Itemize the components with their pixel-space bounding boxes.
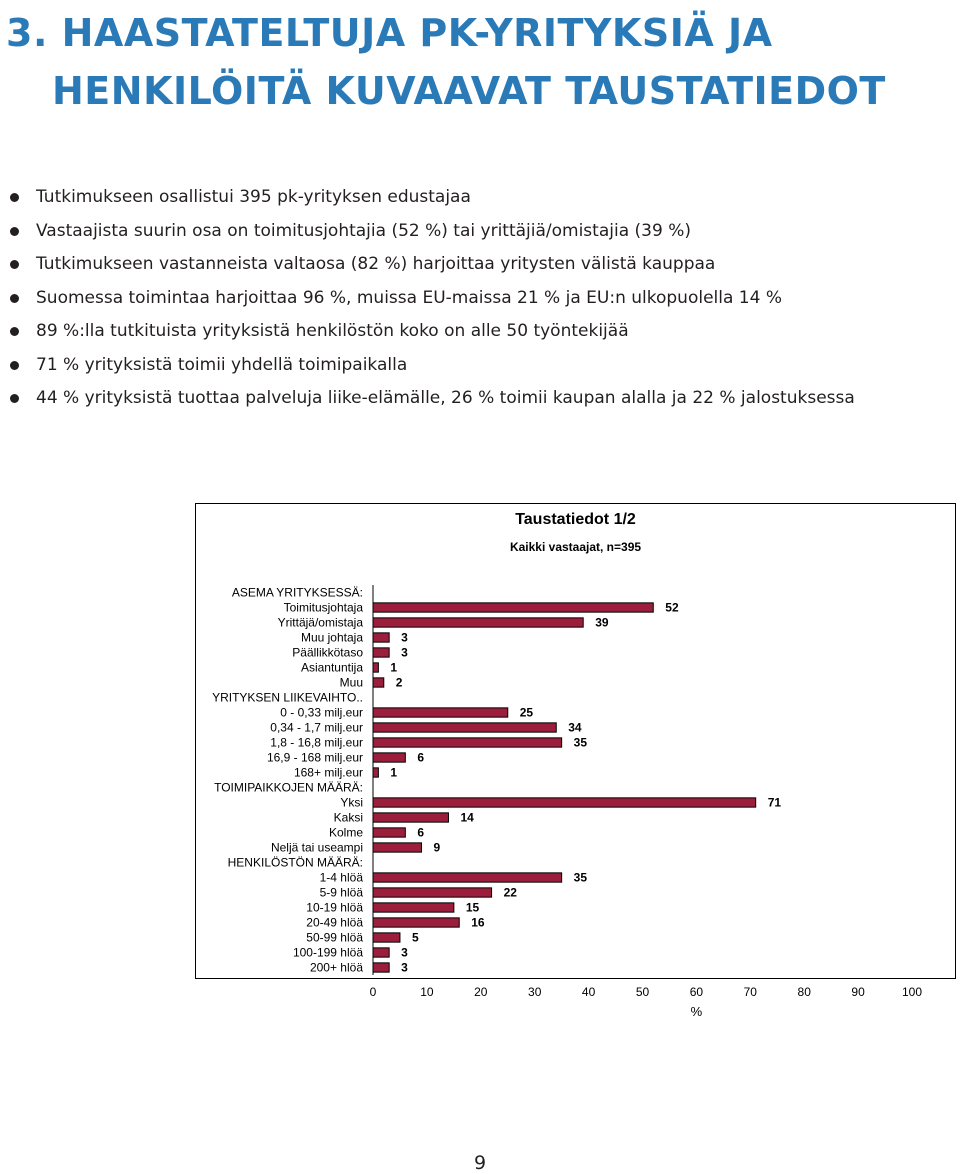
category-label: 5-9 hlöä: [319, 885, 363, 900]
data-label: 35: [573, 735, 588, 750]
category-label: 50-99 hlöä: [306, 930, 363, 945]
data-label: 3: [401, 645, 408, 660]
category-label: Päällikkötaso: [292, 645, 363, 660]
bar: [373, 948, 389, 957]
category-label: Yksi: [340, 795, 363, 810]
category-label: Toimitusjohtaja: [283, 600, 363, 615]
category-label: 200+ hlöä: [309, 960, 363, 975]
x-tick-label: 90: [851, 985, 865, 999]
data-label: 6: [417, 750, 425, 765]
data-label: 3: [401, 945, 408, 960]
bar: [373, 903, 454, 912]
category-label: 16,9 - 168 milj.eur: [266, 750, 363, 765]
bullet-item: Tutkimukseen vastanneista valtaosa (82 %) harjoittaa yritysten välistä kauppaa: [0, 248, 855, 282]
data-label: 9: [433, 840, 441, 855]
bullet-item: 44 % yrityksistä tuottaa palveluja liike-elämälle, 26 % toimii kaupan alalla ja 22 % jalostuksessa: [0, 382, 855, 416]
bar: [373, 678, 384, 687]
bar: [373, 708, 508, 717]
data-label: 52: [665, 600, 679, 615]
data-label: 5: [411, 930, 419, 945]
bar: [373, 618, 583, 627]
page-title-line-2: HENKILÖITÄ KUVAAVAT TAUSTATIEDOT: [52, 69, 886, 113]
x-tick-label: 50: [635, 985, 650, 999]
bar: [373, 603, 653, 612]
data-label: 15: [465, 900, 480, 915]
bar: [373, 828, 405, 837]
page-title-line-1: 3. HAASTATELTUJA PK-YRITYKSIÄ JA: [6, 11, 773, 55]
category-label: 100-199 hlöä: [292, 945, 363, 960]
data-label: 3: [401, 960, 408, 975]
x-tick-label: 80: [797, 985, 811, 999]
category-label: 10-19 hlöä: [306, 900, 363, 915]
x-tick-label: 100: [901, 985, 923, 999]
data-label: 1: [390, 765, 398, 780]
data-label: 3: [401, 630, 408, 645]
category-label: 1-4 hlöä: [319, 870, 363, 885]
data-label: 34: [568, 720, 582, 735]
x-tick-label: 70: [743, 985, 757, 999]
data-label: 1: [390, 660, 398, 675]
bar: [373, 663, 378, 672]
bar: [373, 843, 422, 852]
category-label: 20-49 hlöä: [306, 915, 363, 930]
bullet-item: Tutkimukseen osallistui 395 pk-yrityksen edustajaa: [0, 181, 855, 215]
data-label: 6: [417, 825, 425, 840]
category-label: HENKILÖSTÖN MÄÄRÄ:: [227, 855, 363, 870]
category-label: 1,8 - 16,8 milj.eur: [270, 735, 363, 750]
bullet-item: Suomessa toimintaa harjoittaa 96 %, muissa EU-maissa 21 % ja EU:n ulkopuolella 14 %: [0, 282, 855, 316]
chart-subtitle: Kaikki vastaajat, n=395: [509, 540, 642, 554]
bullet-item: 89 %:lla tutkituista yrityksistä henkilöstön koko on alle 50 työntekijää: [0, 315, 855, 349]
x-tick-label: 40: [581, 985, 596, 999]
x-tick-label: 10: [420, 985, 434, 999]
x-tick-label: 60: [689, 985, 704, 999]
category-label: Yrittäjä/omistaja: [277, 615, 363, 630]
category-label: YRITYKSEN LIIKEVAIHTO..: [212, 690, 363, 705]
x-tick-label: 20: [474, 985, 488, 999]
bullet-item: Vastaajista suurin osa on toimitusjohtajia (52 %) tai yrittäjiä/omistajia (39 %): [0, 215, 855, 249]
data-label: 71: [767, 795, 782, 810]
data-label: 35: [573, 870, 588, 885]
bar: [373, 888, 492, 897]
category-label: Kaksi: [333, 810, 363, 825]
x-tick-label: 0: [369, 985, 377, 999]
bar: [373, 738, 562, 747]
data-label: 25: [519, 705, 534, 720]
category-label: 0,34 - 1,7 milj.eur: [270, 720, 363, 735]
category-label: Muu johtaja: [300, 630, 363, 645]
bar: [373, 963, 389, 972]
chart-title: Taustatiedot 1/2: [515, 511, 636, 528]
bar: [373, 813, 448, 822]
bar: [373, 768, 378, 777]
category-label: 0 - 0,33 milj.eur: [280, 705, 363, 720]
x-tick-label: 30: [528, 985, 542, 999]
bar: [373, 918, 459, 927]
category-label: ASEMA YRITYKSESSÄ:: [231, 585, 363, 600]
bar: [373, 873, 562, 882]
bullet-item: 71 % yrityksistä toimii yhdellä toimipaikalla: [0, 349, 855, 383]
category-label: TOIMIPAIKKOJEN MÄÄRÄ:: [214, 780, 363, 795]
category-label: Muu: [339, 675, 363, 690]
bar: [373, 633, 389, 642]
category-label: 168+ milj.eur: [293, 765, 363, 780]
category-label: Neljä tai useampi: [270, 840, 363, 855]
page-number: 9: [473, 1152, 487, 1174]
category-label: Kolme: [328, 825, 363, 840]
data-label: 39: [595, 615, 609, 630]
bar: [373, 933, 400, 942]
data-label: 22: [503, 885, 517, 900]
bar: [373, 648, 389, 657]
bar: [373, 753, 405, 762]
data-label: 14: [460, 810, 474, 825]
bar: [373, 798, 756, 807]
bar: [373, 723, 556, 732]
data-label: 16: [471, 915, 485, 930]
data-label: 2: [395, 675, 403, 690]
category-label: Asiantuntija: [300, 660, 363, 675]
x-axis-label: %: [690, 1004, 703, 1019]
